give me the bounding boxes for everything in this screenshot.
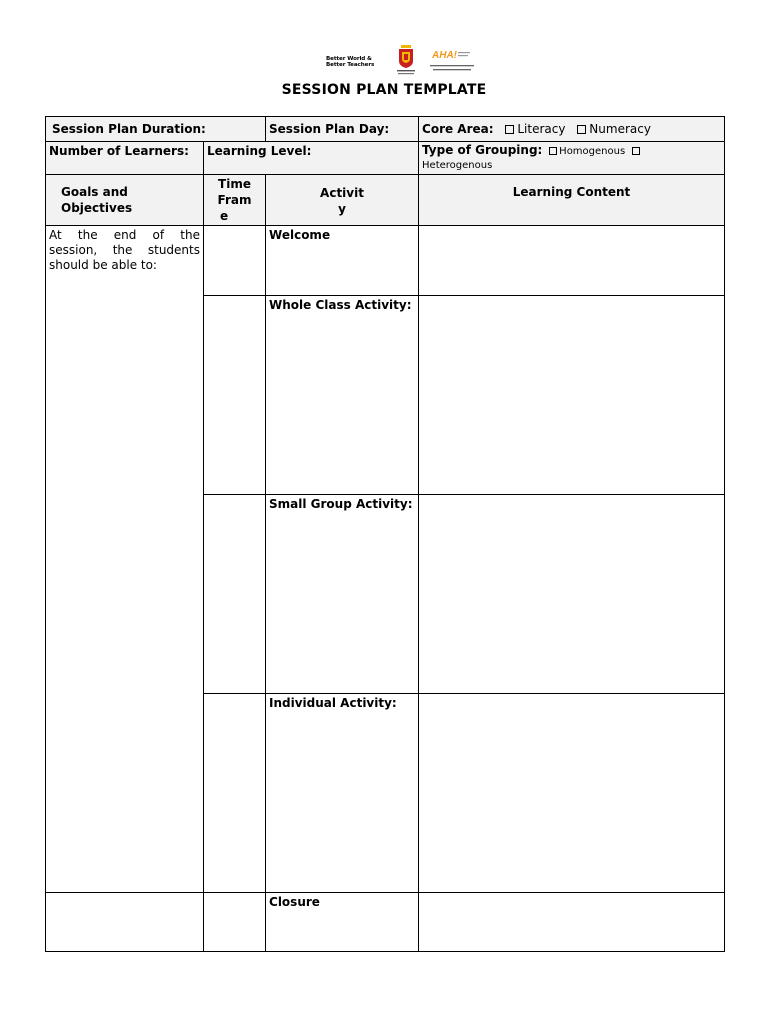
learners-cell[interactable] [46,142,204,175]
goals-cell[interactable] [46,226,204,893]
closure-row [46,893,725,952]
grouping-label: Type of Grouping: [422,143,543,157]
activity-header-line2: y [338,202,346,216]
aha-logo [430,48,476,76]
session-plan-table [45,116,725,952]
learning-content-label: Learning Content [512,185,631,199]
time-header-line2: Fram [217,193,252,207]
activity-cell [266,495,419,694]
whole-class-label: Whole Class Activity: [269,298,412,312]
learning-content-cell[interactable] [419,893,725,952]
time-frame-cell[interactable] [204,495,266,694]
heterogenous-checkbox[interactable] [632,147,640,155]
activity-header-line1: Activit [320,186,364,200]
learning-content-header [419,175,725,226]
welcome-label: Welcome [269,228,331,242]
homogenous-label: Homogenous [559,146,626,157]
small-group-label: Small Group Activity: [269,497,413,511]
goals-closure-cell[interactable] [46,893,204,952]
learners-row [46,142,725,175]
activity-cell [266,893,419,952]
individual-label: Individual Activity: [269,696,397,710]
homogenous-checkbox[interactable] [549,147,557,155]
goals-header-line1: Goals and [61,185,128,199]
better-world-logo [326,56,374,69]
logo-text-line2: Better Teachers [326,62,375,69]
day-cell[interactable] [266,117,419,142]
learning-content-cell[interactable] [419,296,725,495]
logo-strip [326,44,476,78]
foundation-seal-logo [396,44,416,78]
duration-label: Session Plan Duration: [52,122,206,136]
time-frame-cell[interactable] [204,296,266,495]
core-area-cell [419,117,725,142]
goals-text: At the end of the session, the students should be able to: [49,228,200,272]
time-frame-cell[interactable] [204,226,266,296]
learners-label: Number of Learners: [49,144,189,158]
svg-text:AHA!: AHA! [432,50,457,61]
time-frame-cell[interactable] [204,893,266,952]
learning-content-cell[interactable] [419,226,725,296]
time-header-line1: Time [218,177,251,191]
literacy-checkbox[interactable] [505,125,514,134]
logo-text-line1: Better World & [326,56,372,62]
learning-content-cell[interactable] [419,495,725,694]
duration-cell[interactable] [46,117,266,142]
activity-cell [266,226,419,296]
page-title: SESSION PLAN TEMPLATE [281,82,487,98]
time-frame-cell[interactable] [204,694,266,893]
heterogenous-label: Heterogenous [422,160,493,171]
time-frame-header [204,175,266,226]
closure-label: Closure [269,895,320,909]
welcome-row [46,226,725,296]
core-area-label: Core Area: [422,122,494,136]
activity-header [266,175,419,226]
level-cell[interactable] [204,142,419,175]
activity-cell [266,694,419,893]
literacy-label: Literacy [517,122,566,136]
numeracy-checkbox[interactable] [577,125,586,134]
plan-info-row [46,117,725,142]
level-label: Learning Level: [207,144,312,158]
time-header-line3: e [220,209,229,223]
goals-header [46,175,204,226]
column-header-row [46,175,725,226]
activity-cell [266,296,419,495]
day-label: Session Plan Day: [269,122,390,136]
learning-content-cell[interactable] [419,694,725,893]
grouping-cell [419,142,725,175]
goals-header-line2: Objectives [61,201,133,215]
numeracy-label: Numeracy [589,122,651,136]
